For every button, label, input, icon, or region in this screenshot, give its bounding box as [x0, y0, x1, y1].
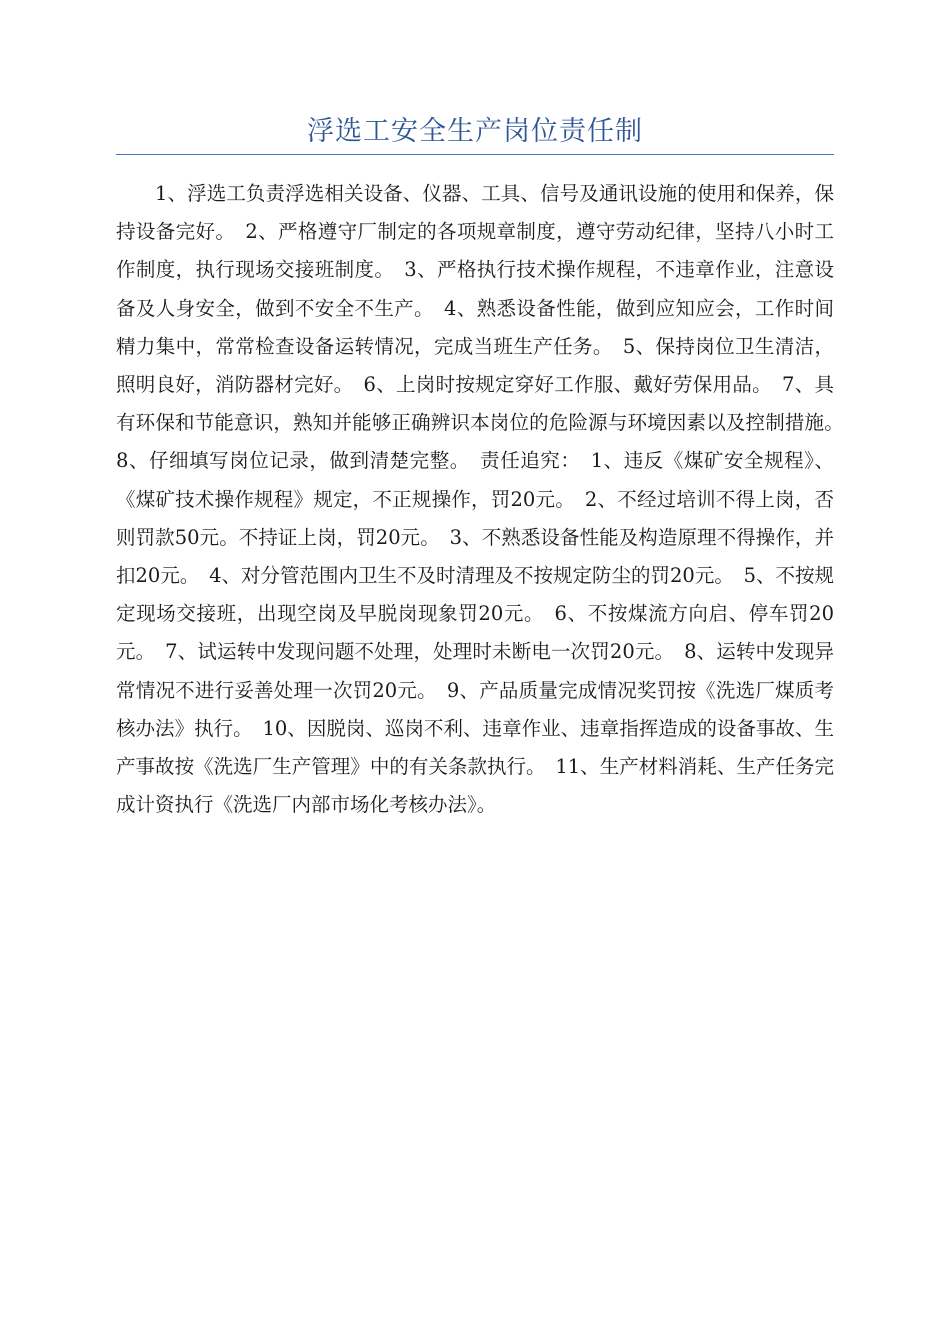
- document-body: 1、浮选工负责浮选相关设备、仪器、工具、信号及通讯设施的使用和保养，保持设备完好。 2、严格遵守厂制定的各项规章制度，遵守劳动纪律，坚持八小时工作制度，执行现场交接班制度。 3、严格执行技术操作规程，不违章作业，注意设备及人身安全，做到不安全不生产。 4、熟悉设备性能，做到应知应会，工作时间精力集中，常常检查设备运转情况，完成当班生产任务。 5、保持岗位卫生清洁，照明良好，消防器材完好。 6、上岗时按规定穿好工作服、戴好劳保用品。 7、具有环保和节能意识，熟知并能够正确辨识本岗位的危险源与环境因素以及控制措施。 8、仔细填写岗位记录，做到清楚完整。 责任追究： 1、违反《煤矿安全规程》、《煤矿技术操作规程》规定，不正规操作，罚20元。 2、不经过培训不得上岗，否则罚款50元。不持证上岗，罚20元。 3、不熟悉设备性能及构造原理不得操作，并扣20元。 4、对分管范围内卫生不及时清理及不按规定防尘的罚20元。 5、不按规定现场交接班，出现空岗及早脱岗现象罚20元。 6、不按煤流方向启、停车罚20元。 7、试运转中发现问题不处理，处理时未断电一次罚20元。 8、运转中发现异常情况不进行妥善处理一次罚20元。 9、产品质量完成情况奖罚按《洗选厂煤质考核办法》执行。 10、因脱岗、巡岗不利、违章作业、违章指挥造成的设备事故、生产事故按《洗选厂生产管理》中的有关条款执行。 11、生产材料消耗、生产任务完成计资执行《洗选厂内部市场化考核办法》。: [116, 182, 854, 817]
- document-title: 浮选工安全生产岗位责任制: [307, 116, 643, 147]
- title-underline: [116, 154, 834, 155]
